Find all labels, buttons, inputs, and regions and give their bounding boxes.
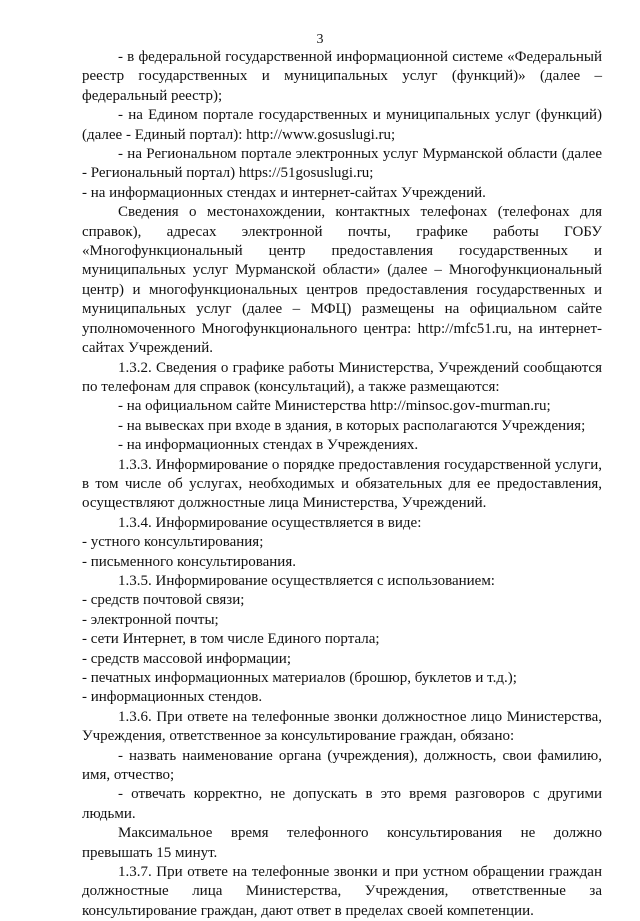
list-item: - средств массовой информации;	[82, 650, 292, 667]
list-item: - назвать наименование органа (учреждения), должность, свои фамилию, имя, отчество;	[82, 747, 602, 784]
list-item: - на вывесках при входе в здания, в которых располагаются Учреждения;	[118, 417, 586, 434]
paragraph-federal-registry: - в федеральной государственной информационной системе «Федеральный реестр государственных и муниципальных услуг (функций)» (далее – федеральный реестр);	[82, 49, 602, 104]
page-number: 3	[316, 32, 324, 47]
list-item: - информационных стендов.	[82, 689, 263, 706]
paragraph-mfc-info: Сведения о местонахождении, контактных телефонах (телефонах для справок), адресах электронной почты, графике работы ГОБУ «Многофункциональный центр предоставления государственных и муниципальных услуг Мурманской области» (далее – Многофункциональный центр) и многофункциональных центров предоставления государственных и муниципальных услуг (далее – МФЦ) размещены на официальном сайте уполномоченного Многофункционального центра: http://mfc51.ru, на интернет-сайтах Учреждений.	[82, 204, 602, 357]
paragraph-1-3-5: 1.3.5. Информирование осуществляется с использованием:	[118, 572, 495, 589]
list-item: - на официальном сайте Министерства http://minsoc.gov-murman.ru;	[118, 398, 551, 415]
list-item: - средств почтовой связи;	[82, 592, 245, 609]
list-item: - печатных информационных материалов (брошюр, буклетов и т.д.);	[82, 670, 517, 686]
list-item: - на информационных стендах в Учреждениях.	[118, 437, 419, 454]
paragraph-info-stands: - на информационных стендах и интернет-сайтах Учреждений.	[82, 184, 486, 201]
list-item: - отвечать корректно, не допускать в это время разговоров с другими людьми.	[82, 786, 602, 822]
paragraph-1-3-3: 1.3.3. Информирование о порядке предоставления государственной услуги, в том числе об услугах, необходимых и обязательных для ее предоставления, осуществляют должностные лица Министерства, Учреждений.	[82, 456, 602, 512]
list-item: - письменного консультирования.	[82, 553, 296, 570]
paragraph-1-3-6: 1.3.6. При ответе на телефонные звонки должностное лицо Министерства, Учреждения, ответственное за консультирование граждан, обязано:	[82, 708, 602, 745]
paragraph-unified-portal: - на Едином портале государственных и муниципальных услуг (функций) (далее - Единый портал): http://www.gosuslugi.ru;	[82, 107, 602, 143]
list-item: - устного консультирования;	[82, 534, 264, 551]
list-item: - сети Интернет, в том числе Единого портала;	[82, 631, 380, 648]
paragraph-1-3-4: 1.3.4. Информирование осуществляется в виде:	[118, 514, 422, 531]
paragraph-regional-portal: - на Региональном портале электронных услуг Мурманской области (далее - Региональный портал) https://51gosuslugi.ru;	[82, 146, 602, 182]
document-body	[82, 48, 602, 921]
paragraph-1-3-7: 1.3.7. При ответе на телефонные звонки и при устном обращении граждан должностные лица Министерства, Учреждения, ответственные за консультирование граждан, дают ответ в пределах своей компетенции.	[82, 864, 602, 919]
paragraph-1-3-2: 1.3.2. Сведения о графике работы Министерства, Учреждений сообщаются по телефонам для справок (консультаций), а также размещаются:	[82, 359, 602, 395]
list-item: - электронной почты;	[82, 611, 219, 628]
paragraph-max-time: Максимальное время телефонного консультирования не должно превышать 15 минут.	[82, 825, 602, 861]
